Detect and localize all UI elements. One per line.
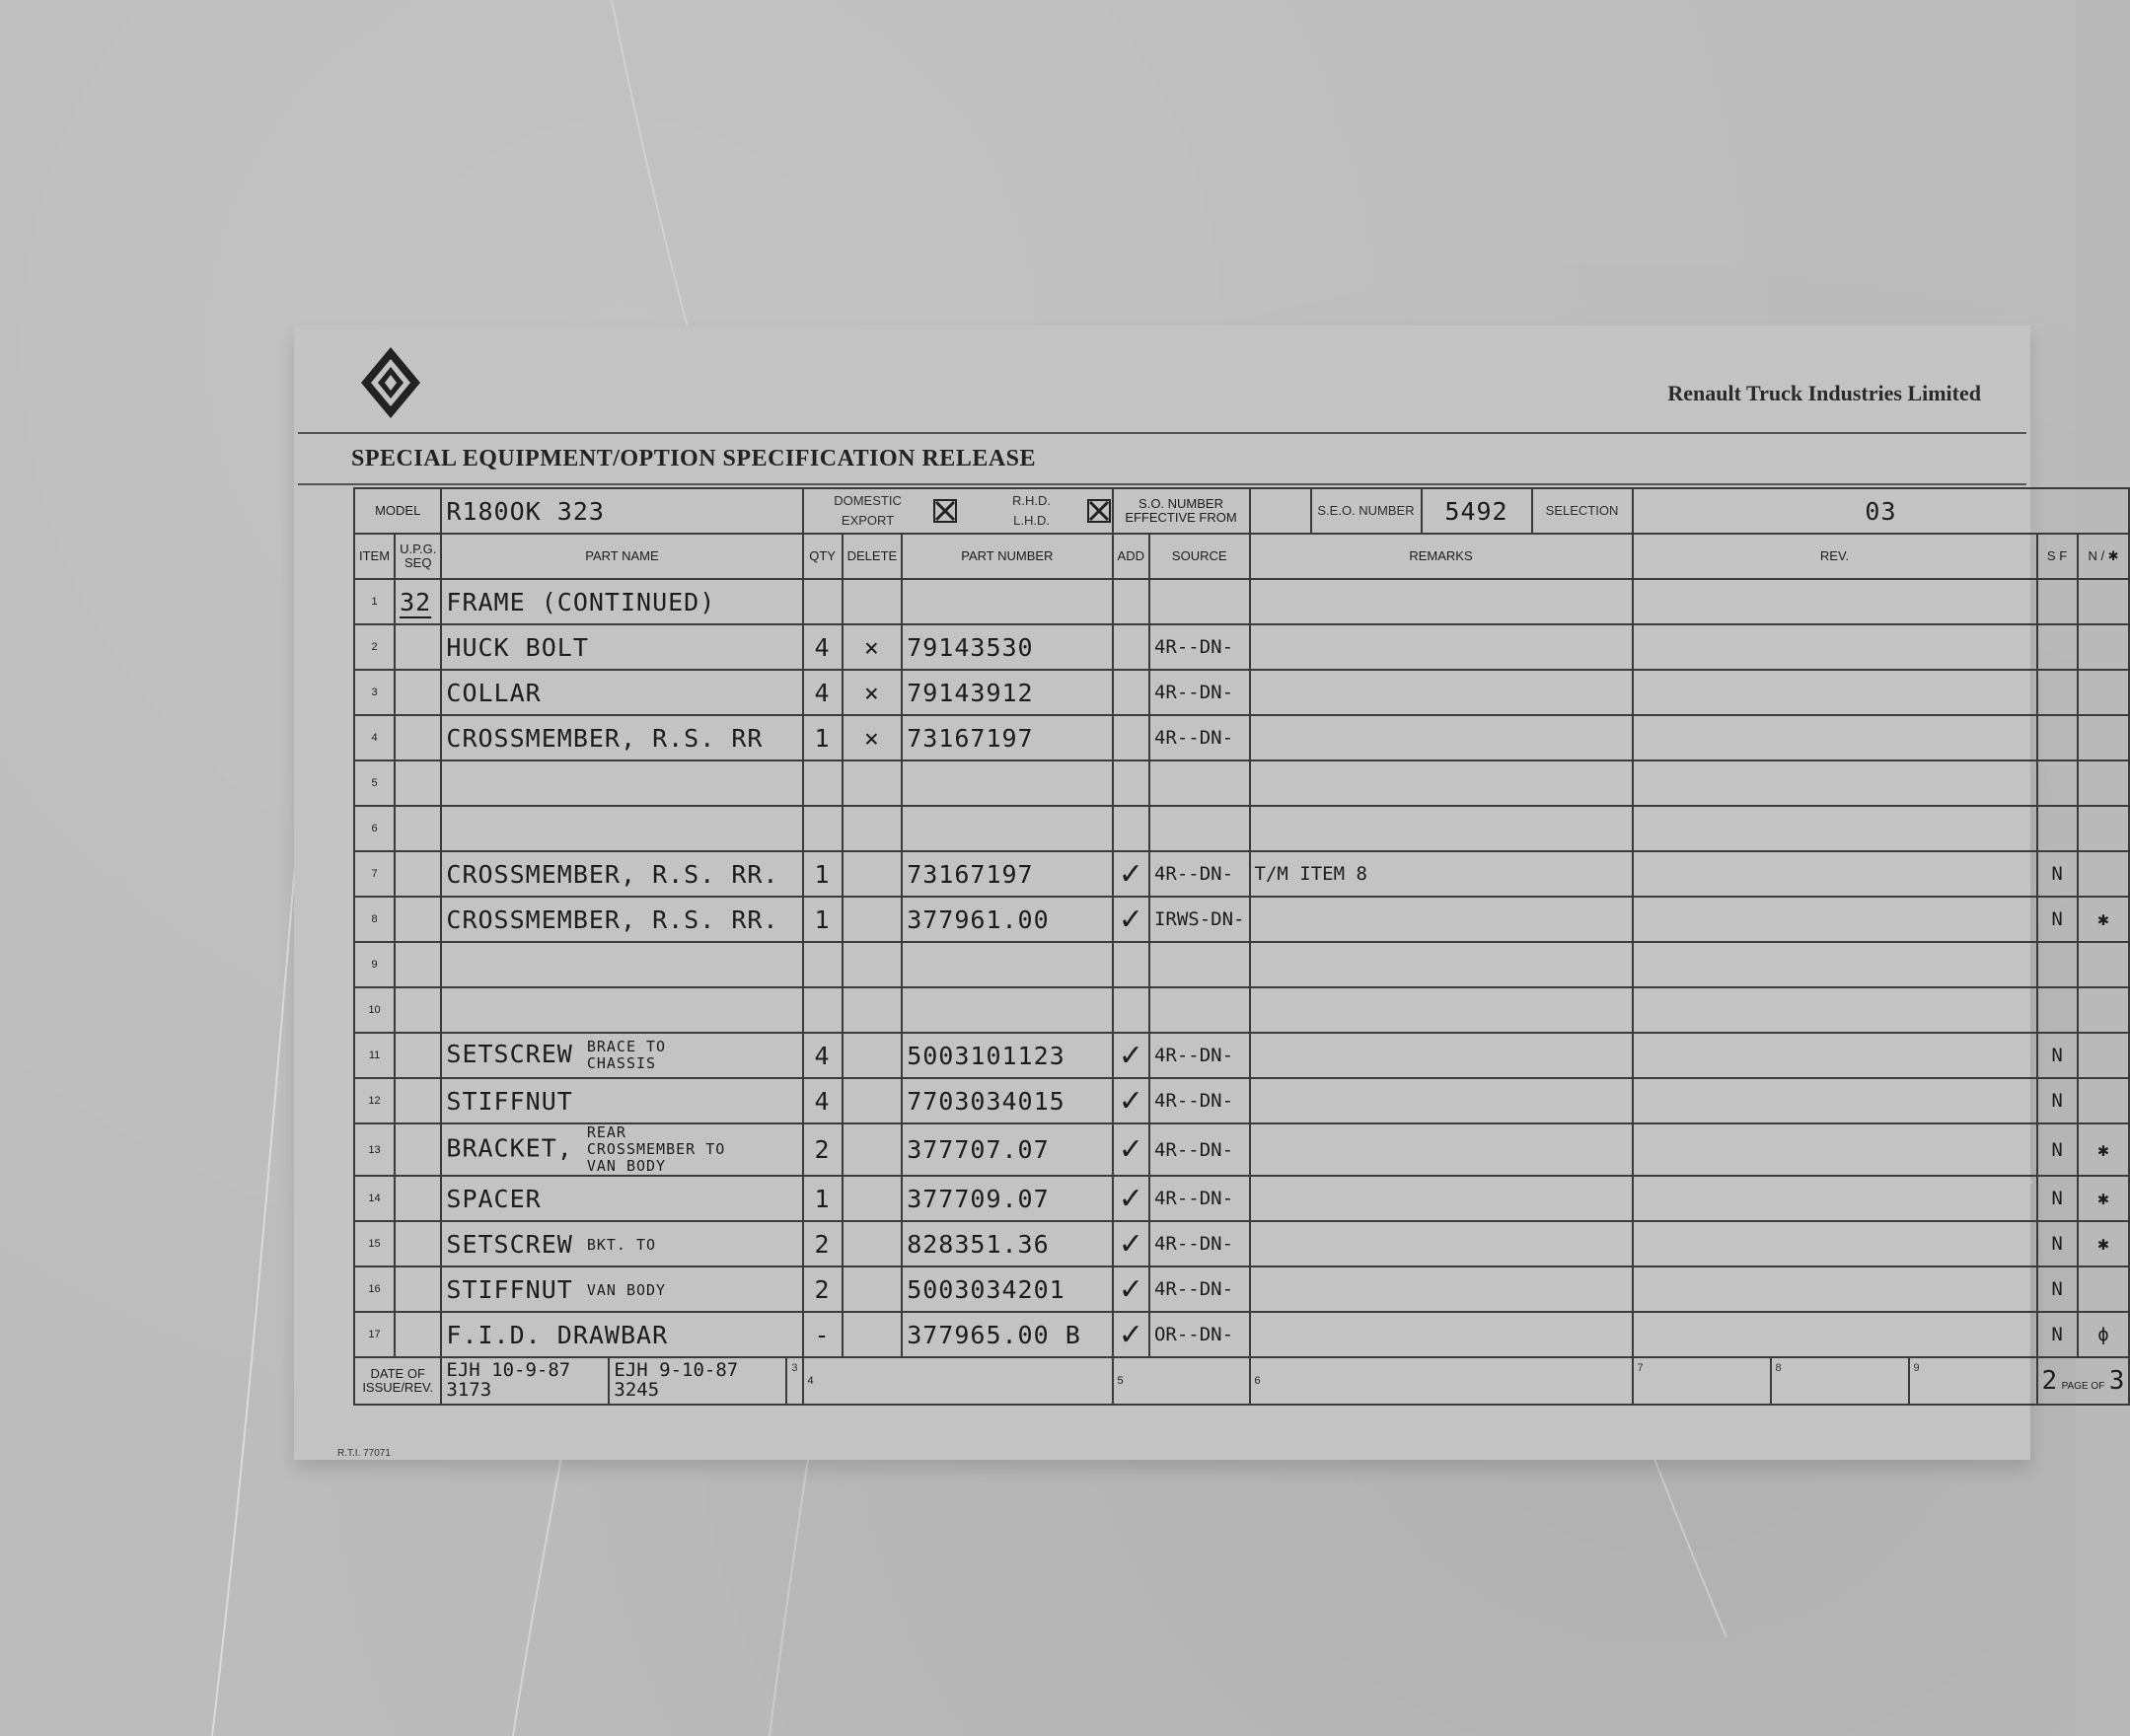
page-number: 2	[2041, 1366, 2058, 1396]
table-row	[354, 987, 2129, 1033]
part-name-cell[interactable]	[441, 1221, 802, 1266]
col-upg-seq: U.P.G. SEQ	[395, 534, 441, 579]
col-sf: S F	[2037, 534, 2078, 579]
so-number-label: S.O. NUMBER EFFECTIVE FROM	[1113, 488, 1250, 534]
renault-diamond-logo	[359, 345, 422, 420]
rev-cell	[1633, 760, 2037, 806]
table-row	[354, 760, 2129, 806]
source-cell[interactable]: 4R--DN-	[1149, 1078, 1250, 1123]
upg-seq-cell[interactable]	[395, 670, 441, 715]
qty-cell[interactable]: 2	[803, 1221, 843, 1266]
selection-label: SELECTION	[1531, 489, 1632, 533]
note-cell[interactable]	[2078, 942, 2130, 987]
sf-cell[interactable]: N	[2037, 1123, 2078, 1176]
table-row	[354, 897, 2129, 942]
source-cell[interactable]: 4R--DN-	[1149, 715, 1250, 760]
revision-slot-6: 6	[1250, 1357, 1633, 1405]
part-name-text: CROSSMEMBER, R.S. RR.	[446, 859, 779, 889]
upg-seq-cell[interactable]	[395, 1123, 441, 1176]
sf-cell[interactable]: N	[2037, 897, 2078, 942]
rev-cell	[1633, 1078, 2037, 1123]
rev-cell	[1633, 1312, 2037, 1357]
table-row	[354, 1078, 2129, 1123]
part-name-cell[interactable]	[441, 670, 802, 715]
page-indicator	[2037, 1357, 2130, 1405]
source-cell[interactable]: IRWS-DN-	[1149, 897, 1250, 942]
sf-cell[interactable]: N	[2037, 1176, 2078, 1221]
rev-cell	[1633, 806, 2037, 851]
part-name-text: FRAME (CONTINUED)	[446, 587, 716, 616]
table-row	[354, 1221, 2129, 1266]
sf-cell[interactable]	[2037, 670, 2078, 715]
qty-cell[interactable]: 4	[803, 1033, 843, 1078]
seo-number-value[interactable]: 5492	[1421, 489, 1531, 533]
qty-cell[interactable]	[803, 760, 843, 806]
qty-cell[interactable]: 1	[803, 715, 843, 760]
selection-value[interactable]: 03	[1633, 488, 2130, 534]
table-row	[354, 1312, 2129, 1357]
remarks-cell[interactable]	[1250, 715, 1633, 760]
remarks-cell[interactable]	[1250, 670, 1633, 715]
rev-cell	[1633, 670, 2037, 715]
company-name: Renault Truck Industries Limited	[1667, 381, 1981, 405]
source-cell[interactable]: 4R--DN-	[1149, 624, 1250, 670]
part-name-text: SETSCREW	[446, 1040, 573, 1068]
sf-cell[interactable]: N	[2037, 1033, 2078, 1078]
note-cell[interactable]	[2078, 670, 2130, 715]
add-check-cell[interactable]	[1113, 670, 1149, 715]
date-of-issue-label: DATE OF ISSUE/REV.	[354, 1357, 441, 1405]
item-number: 17	[354, 1312, 395, 1357]
part-name-cell[interactable]	[441, 851, 802, 897]
upg-seq-cell[interactable]: 32	[395, 579, 441, 624]
add-check-cell[interactable]	[1113, 579, 1149, 624]
part-name-text: F.I.D. DRAWBAR	[446, 1320, 669, 1349]
rev-cell	[1633, 715, 2037, 760]
part-name-cell[interactable]	[441, 624, 802, 670]
table-row	[354, 670, 2129, 715]
part-name-cell[interactable]	[441, 715, 802, 760]
remarks-cell[interactable]	[1250, 760, 1633, 806]
source-cell[interactable]	[1149, 987, 1250, 1033]
part-number-cell[interactable]: 377961.00	[902, 897, 1112, 942]
delete-mark-cell[interactable]: ×	[843, 715, 903, 760]
part-name-cell[interactable]	[441, 942, 802, 987]
upg-seq-cell[interactable]	[395, 897, 441, 942]
table-row	[354, 1266, 2129, 1312]
rev-cell	[1633, 624, 2037, 670]
delete-mark-cell[interactable]	[843, 1078, 903, 1123]
source-cell[interactable]: 4R--DN-	[1149, 1221, 1250, 1266]
rev-cell	[1633, 1266, 2037, 1312]
qty-cell[interactable]	[803, 942, 843, 987]
item-number: 12	[354, 1078, 395, 1123]
export-label: EXPORT	[841, 513, 895, 528]
col-rev: REV.	[1633, 534, 2037, 579]
rev-cell	[1633, 1123, 2037, 1176]
part-name-cell[interactable]	[441, 1176, 802, 1221]
item-number: 9	[354, 942, 395, 987]
upg-seq-cell[interactable]	[395, 1176, 441, 1221]
add-check-cell[interactable]	[1113, 624, 1149, 670]
rhd-label: R.H.D.	[1012, 493, 1052, 508]
remarks-cell[interactable]	[1250, 624, 1633, 670]
model-label: MODEL	[354, 488, 441, 534]
upg-seq-cell[interactable]	[395, 1078, 441, 1123]
note-cell[interactable]	[2078, 760, 2130, 806]
note-cell[interactable]	[2078, 806, 2130, 851]
part-name-text: SPACER	[446, 1184, 542, 1213]
col-qty: QTY	[803, 534, 843, 579]
sf-cell[interactable]	[2037, 579, 2078, 624]
part-name-text: CROSSMEMBER, R.S. RR.	[446, 904, 779, 934]
part-number-cell[interactable]: 5003034201	[902, 1266, 1112, 1312]
part-number-cell[interactable]	[902, 806, 1112, 851]
sf-cell[interactable]	[2037, 987, 2078, 1033]
source-cell[interactable]	[1149, 760, 1250, 806]
part-name-cell[interactable]	[441, 897, 802, 942]
part-name-text: STIFFNUT	[446, 1086, 573, 1116]
part-name-cell[interactable]	[441, 1078, 802, 1123]
delete-mark-cell[interactable]	[843, 579, 903, 624]
qty-cell[interactable]: 4	[803, 670, 843, 715]
table-row	[354, 1033, 2129, 1078]
item-number: 11	[354, 1033, 395, 1078]
upg-seq-cell[interactable]	[395, 1312, 441, 1357]
note-cell[interactable]: ✱	[2078, 1123, 2130, 1176]
upg-seq-cell[interactable]	[395, 942, 441, 987]
sf-cell[interactable]: N	[2037, 851, 2078, 897]
table-row	[354, 851, 2129, 897]
part-name-text: COLLAR	[446, 678, 542, 707]
remarks-cell[interactable]	[1250, 1033, 1633, 1078]
revision-2: EJH 9-10-87 3245	[608, 1358, 785, 1404]
item-number: 7	[354, 851, 395, 897]
add-check-cell[interactable]: ✓	[1113, 1123, 1149, 1176]
col-part-name: PART NAME	[441, 534, 802, 579]
revision-slot-7: 7	[1637, 1362, 1644, 1374]
part-number-cell[interactable]: 377709.07	[902, 1176, 1112, 1221]
note-cell[interactable]: ✱	[2078, 897, 2130, 942]
part-name-cell[interactable]	[441, 1033, 802, 1078]
specification-form	[294, 326, 2125, 1460]
revision-slot-9: 9	[1908, 1358, 2036, 1404]
table-row	[354, 1176, 2129, 1221]
divider	[298, 432, 2026, 434]
table-row	[354, 806, 2129, 851]
qty-cell[interactable]: 2	[803, 1123, 843, 1176]
upg-seq-cell[interactable]	[395, 987, 441, 1033]
note-cell[interactable]	[2078, 624, 2130, 670]
lhd-label: L.H.D.	[1013, 513, 1050, 528]
note-cell[interactable]: ϕ	[2078, 1312, 2130, 1357]
item-number: 8	[354, 897, 395, 942]
remarks-cell[interactable]	[1250, 942, 1633, 987]
item-number: 4	[354, 715, 395, 760]
remarks-cell[interactable]	[1250, 1123, 1633, 1176]
rev-cell	[1633, 851, 2037, 897]
part-name-text: SETSCREW	[446, 1229, 573, 1259]
item-number: 13	[354, 1123, 395, 1176]
source-cell[interactable]	[1149, 942, 1250, 987]
source-cell[interactable]: 4R--DN-	[1149, 670, 1250, 715]
delete-mark-cell[interactable]	[843, 897, 903, 942]
add-check-cell[interactable]	[1113, 715, 1149, 760]
rev-cell	[1633, 1221, 2037, 1266]
sf-cell[interactable]: N	[2037, 1312, 2078, 1357]
delete-mark-cell[interactable]	[843, 1312, 903, 1357]
add-check-cell[interactable]: ✓	[1113, 1078, 1149, 1123]
source-cell[interactable]: 4R--DN-	[1149, 851, 1250, 897]
qty-cell[interactable]: 1	[803, 851, 843, 897]
delete-mark-cell[interactable]	[843, 1221, 903, 1266]
qty-cell[interactable]: 1	[803, 897, 843, 942]
add-check-cell[interactable]: ✓	[1113, 1266, 1149, 1312]
part-number-cell[interactable]	[902, 942, 1112, 987]
upg-seq-cell[interactable]	[395, 806, 441, 851]
rhd-lhd-checkbox[interactable]	[1086, 498, 1112, 524]
remarks-cell[interactable]	[1250, 1078, 1633, 1123]
col-delete: DELETE	[843, 534, 903, 579]
table-row	[354, 1123, 2129, 1176]
add-check-cell[interactable]	[1113, 806, 1149, 851]
remarks-cell[interactable]	[1250, 1221, 1633, 1266]
part-name-note: REAR CROSSMEMBER TO VAN BODY	[586, 1123, 726, 1175]
form-title: SPECIAL EQUIPMENT/OPTION SPECIFICATION RELEASE	[351, 446, 1037, 471]
remarks-cell[interactable]	[1250, 806, 1633, 851]
delete-mark-cell[interactable]: ×	[843, 670, 903, 715]
sf-cell[interactable]	[2037, 942, 2078, 987]
qty-cell[interactable]	[803, 806, 843, 851]
part-name-note: VAN BODY	[586, 1281, 667, 1299]
note-cell[interactable]	[2078, 987, 2130, 1033]
add-check-cell[interactable]	[1113, 942, 1149, 987]
revision-slot-3: 3	[785, 1358, 801, 1404]
item-number: 16	[354, 1266, 395, 1312]
sf-cell[interactable]	[2037, 715, 2078, 760]
add-check-cell[interactable]: ✓	[1113, 1176, 1149, 1221]
page-of-label: PAGE OF	[2061, 1381, 2105, 1392]
rev-cell	[1633, 942, 2037, 987]
revision-slot-8: 8	[1770, 1358, 1908, 1404]
remarks-cell[interactable]: T/M ITEM 8	[1250, 851, 1633, 897]
item-number: 2	[354, 624, 395, 670]
remarks-cell[interactable]	[1250, 897, 1633, 942]
part-name-cell[interactable]	[441, 1266, 802, 1312]
delete-mark-cell[interactable]	[843, 760, 903, 806]
upg-seq-cell[interactable]	[395, 624, 441, 670]
source-cell[interactable]: 4R--DN-	[1149, 1033, 1250, 1078]
part-number-cell[interactable]: 828351.36	[902, 1221, 1112, 1266]
add-check-cell[interactable]: ✓	[1113, 851, 1149, 897]
rev-cell	[1633, 987, 2037, 1033]
remarks-cell[interactable]	[1250, 1266, 1633, 1312]
delete-mark-cell[interactable]	[843, 851, 903, 897]
part-number-cell[interactable]: 73167197	[902, 851, 1112, 897]
table-row	[354, 715, 2129, 760]
part-name-text: HUCK BOLT	[446, 632, 589, 662]
part-name-cell[interactable]	[441, 987, 802, 1033]
revision-slot-4: 4	[803, 1357, 1113, 1405]
column-header-row	[354, 534, 2129, 579]
sf-cell[interactable]: N	[2037, 1221, 2078, 1266]
part-name-cell[interactable]	[441, 579, 802, 624]
part-number-cell[interactable]: 5003101123	[902, 1033, 1112, 1078]
part-number-cell[interactable]	[902, 760, 1112, 806]
revision-1: EJH 10-9-87 3173	[446, 1359, 571, 1401]
upg-seq-cell[interactable]	[395, 851, 441, 897]
col-remarks: REMARKS	[1250, 534, 1633, 579]
col-add: ADD	[1113, 534, 1149, 579]
note-cell[interactable]: ✱	[2078, 1221, 2130, 1266]
upg-seq-cell[interactable]	[395, 1221, 441, 1266]
note-cell[interactable]	[2078, 715, 2130, 760]
item-number: 5	[354, 760, 395, 806]
qty-cell[interactable]: 2	[803, 1266, 843, 1312]
item-rows	[354, 579, 2129, 1357]
part-number-cell[interactable]: 7703034015	[902, 1078, 1112, 1123]
qty-cell[interactable]: 4	[803, 624, 843, 670]
part-name-note: BKT. TO	[586, 1236, 657, 1254]
note-cell[interactable]: ✱	[2078, 1176, 2130, 1221]
add-check-cell[interactable]: ✓	[1113, 1033, 1149, 1078]
qty-cell[interactable]: 1	[803, 1176, 843, 1221]
sf-cell[interactable]	[2037, 806, 2078, 851]
header-row-model	[354, 488, 2129, 534]
add-check-cell[interactable]	[1113, 760, 1149, 806]
item-number: 14	[354, 1176, 395, 1221]
spec-grid	[353, 487, 2130, 1406]
model-value[interactable]: R180OK 323	[441, 488, 802, 534]
part-number-cell[interactable]: 79143912	[902, 670, 1112, 715]
footer-row	[354, 1357, 2129, 1405]
divider	[298, 483, 2026, 485]
note-cell[interactable]	[2078, 579, 2130, 624]
add-check-cell[interactable]	[1113, 987, 1149, 1033]
qty-cell[interactable]	[803, 579, 843, 624]
note-cell[interactable]	[2078, 1078, 2130, 1123]
source-cell[interactable]	[1149, 806, 1250, 851]
upg-seq-cell[interactable]	[395, 1266, 441, 1312]
note-cell[interactable]	[2078, 851, 2130, 897]
source-cell[interactable]: 4R--DN-	[1149, 1123, 1250, 1176]
upg-seq-cell[interactable]	[395, 1033, 441, 1078]
qty-cell[interactable]	[803, 987, 843, 1033]
part-name-text: CROSSMEMBER, R.S. RR	[446, 723, 764, 753]
rev-cell	[1633, 579, 2037, 624]
part-number-cell[interactable]: 79143530	[902, 624, 1112, 670]
col-note: N / ✱	[2078, 534, 2130, 579]
delete-mark-cell[interactable]	[843, 1266, 903, 1312]
add-check-cell[interactable]: ✓	[1113, 1221, 1149, 1266]
sf-cell[interactable]: N	[2037, 1266, 2078, 1312]
col-source: SOURCE	[1149, 534, 1250, 579]
part-name-note: BRACE TO CHASSIS	[586, 1038, 667, 1072]
upg-seq-cell[interactable]	[395, 760, 441, 806]
col-item: ITEM	[354, 534, 395, 579]
delete-mark-cell[interactable]	[843, 1176, 903, 1221]
add-check-cell[interactable]: ✓	[1113, 897, 1149, 942]
table-row	[354, 579, 2129, 624]
part-name-cell[interactable]	[441, 760, 802, 806]
part-name-cell[interactable]	[441, 806, 802, 851]
delete-mark-cell[interactable]	[843, 806, 903, 851]
item-number: 6	[354, 806, 395, 851]
note-cell[interactable]	[2078, 1266, 2130, 1312]
rev-cell	[1633, 1176, 2037, 1221]
page-total: 3	[2108, 1366, 2125, 1396]
source-cell[interactable]: OR--DN-	[1149, 1312, 1250, 1357]
source-cell[interactable]: 4R--DN-	[1149, 1176, 1250, 1221]
delete-mark-cell[interactable]: ×	[843, 624, 903, 670]
sf-cell[interactable]: N	[2037, 1078, 2078, 1123]
part-number-cell[interactable]: 73167197	[902, 715, 1112, 760]
rev-cell	[1633, 1033, 2037, 1078]
sf-cell[interactable]	[2037, 624, 2078, 670]
part-name-cell[interactable]	[441, 1312, 802, 1357]
table-row	[354, 624, 2129, 670]
note-cell[interactable]	[2078, 1033, 2130, 1078]
remarks-cell[interactable]	[1250, 579, 1633, 624]
part-name-cell[interactable]	[441, 1123, 802, 1176]
source-cell[interactable]	[1149, 579, 1250, 624]
domestic-export-checkbox[interactable]	[932, 498, 958, 524]
domestic-label: DOMESTIC	[834, 493, 902, 508]
item-number: 1	[354, 579, 395, 624]
add-check-cell[interactable]: ✓	[1113, 1312, 1149, 1357]
table-row	[354, 942, 2129, 987]
item-number: 3	[354, 670, 395, 715]
remarks-cell[interactable]	[1250, 987, 1633, 1033]
part-number-cell[interactable]: 377965.00 B	[902, 1312, 1112, 1357]
item-number: 10	[354, 987, 395, 1033]
qty-cell[interactable]: -	[803, 1312, 843, 1357]
part-name-text: BRACKET,	[446, 1133, 573, 1163]
form-code: R.T.I. 77071	[337, 1448, 391, 1459]
delete-mark-cell[interactable]	[843, 942, 903, 987]
part-number-cell[interactable]: 377707.07	[902, 1123, 1112, 1176]
delete-mark-cell[interactable]	[843, 987, 903, 1033]
rev-cell	[1633, 897, 2037, 942]
seo-number-label: S.E.O. NUMBER	[1310, 489, 1421, 533]
delete-mark-cell[interactable]	[843, 1123, 903, 1176]
delete-mark-cell[interactable]	[843, 1033, 903, 1078]
qty-cell[interactable]: 4	[803, 1078, 843, 1123]
part-number-cell[interactable]	[902, 987, 1112, 1033]
revision-slot-5: 5	[1113, 1357, 1250, 1405]
sf-cell[interactable]	[2037, 760, 2078, 806]
source-cell[interactable]: 4R--DN-	[1149, 1266, 1250, 1312]
part-name-text: STIFFNUT	[446, 1274, 573, 1304]
col-part-number: PART NUMBER	[902, 534, 1112, 579]
upg-seq-cell[interactable]	[395, 715, 441, 760]
part-number-cell[interactable]	[902, 579, 1112, 624]
item-number: 15	[354, 1221, 395, 1266]
remarks-cell[interactable]	[1250, 1176, 1633, 1221]
remarks-cell[interactable]	[1250, 1312, 1633, 1357]
